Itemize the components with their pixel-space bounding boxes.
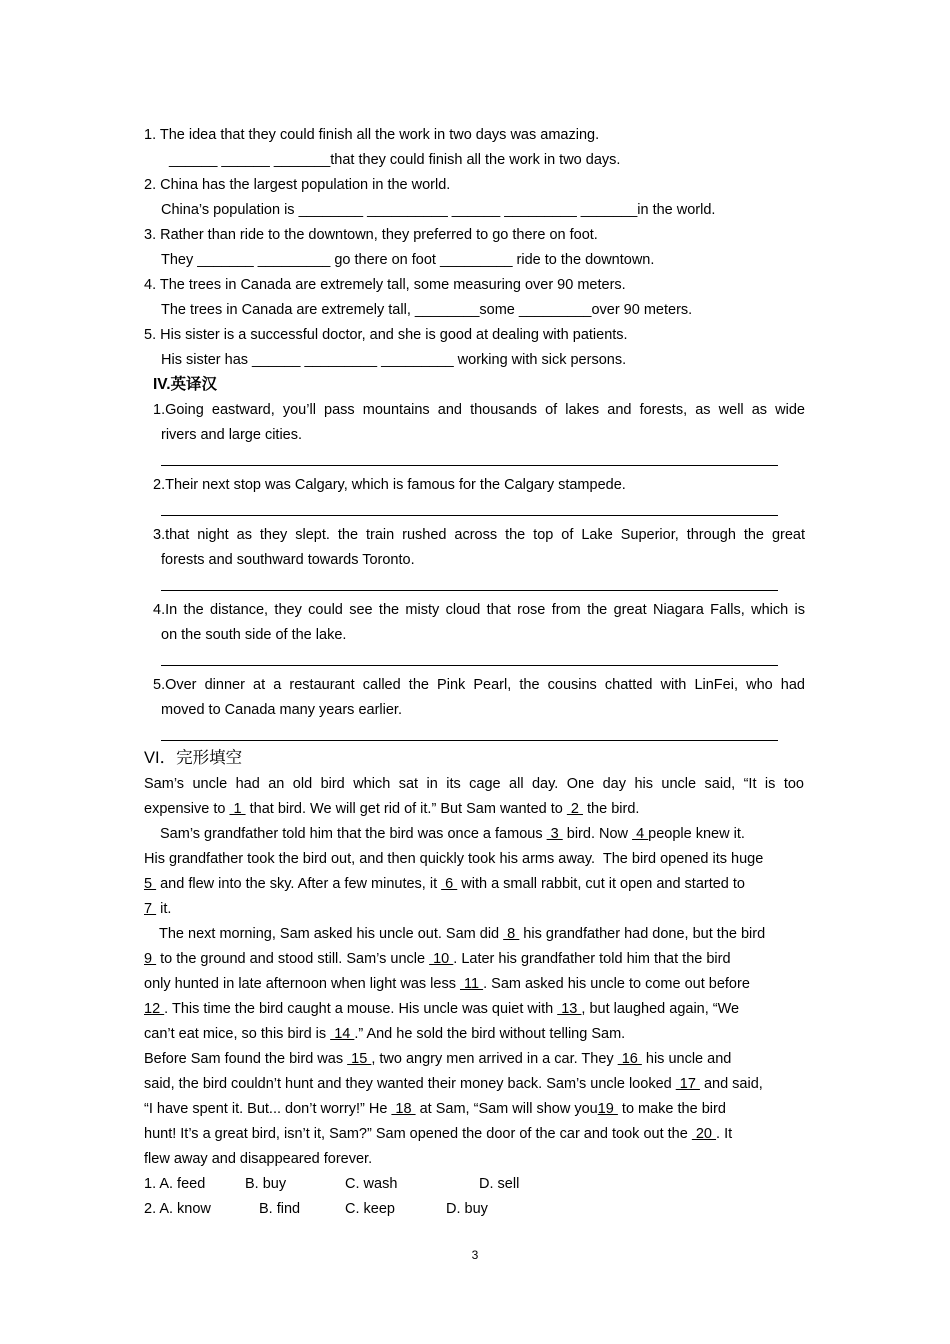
s4-item-4-line2: on the south side of the lake.: [161, 627, 347, 643]
option-2-b: B. find: [259, 1201, 301, 1217]
blank-5: 5: [144, 876, 157, 892]
cloze-line-10: 12 . This time the bird caught a mouse. His uncle was quiet with 13 , but laughed again, “We: [144, 1001, 740, 1017]
s3-orig-3: 3. Rather than ride to the downtown, they preferred to go there on foot.: [144, 227, 598, 243]
s4-item-1-line2: rivers and large cities.: [161, 427, 303, 443]
cloze-line-11: can’t eat mice, so this bird is 14 .” And he sold the bird without telling Sam.: [144, 1026, 626, 1042]
blank-20: 20: [691, 1126, 717, 1142]
blank-1: 1: [229, 801, 246, 817]
cloze-line-9: only hunted in late afternoon when light was less 11 . Sam asked his uncle to come out before: [144, 976, 750, 992]
option-1-a: 1. A. feed: [144, 1176, 206, 1192]
blank-8: 8: [503, 926, 520, 942]
option-2-a: 2. A. know: [144, 1201, 211, 1217]
cloze-line-13: said, the bird couldn’t hunt and they wanted their money back. Sam’s uncle looked 17 and said,: [144, 1076, 763, 1092]
cloze-line-4: His grandfather took the bird out, and then quickly took his arms away. The bird opened its huge: [144, 851, 764, 867]
cloze-line-1: Sam’s uncle had an old bird which sat in its cage all day. One day his uncle said, “It is too: [144, 776, 804, 792]
s3-orig-4: 4. The trees in Canada are extremely tall, some measuring over 90 meters.: [144, 277, 626, 293]
s3-rewrite-5: His sister has ______ _________ _________ working with sick persons.: [161, 352, 627, 368]
blank-18: 18: [391, 1101, 416, 1117]
blank-3: 3: [546, 826, 563, 842]
section4-heading: IV.英译汉: [153, 376, 218, 393]
blank-4: 4: [632, 826, 649, 842]
s4-item-5-line2: moved to Canada many years earlier.: [161, 702, 402, 718]
option-1-d: D. sell: [479, 1176, 520, 1192]
cloze-line-12: Before Sam found the bird was 15 , two angry men arrived in a car. They 16 his uncle and: [144, 1051, 732, 1067]
option-2-d: D. buy: [446, 1201, 488, 1217]
s4-item-1-line1: 1.Going eastward, you’ll pass mountains and thousands of lakes and forests, as well as wide: [153, 402, 805, 418]
option-1-c: C. wash: [345, 1176, 398, 1192]
blank-14: 14: [330, 1026, 355, 1042]
s3-orig-5: 5. His sister is a successful doctor, and she is good at dealing with patients.: [144, 327, 628, 343]
s3-rewrite-4: The trees in Canada are extremely tall, ________some _________over 90 meters.: [161, 302, 693, 318]
s3-orig-1: 1. The idea that they could finish all the work in two days was amazing.: [144, 127, 600, 143]
cloze-line-15: hunt! It’s a great bird, isn’t it, Sam?” Sam opened the door of the car and took out the 20 . It: [144, 1126, 733, 1142]
blank-12: 12: [144, 1001, 165, 1017]
cloze-line-14: “I have spent it. But... don’t worry!” He 18 at Sam, “Sam will show you19 to make the bird: [144, 1101, 726, 1117]
blank-6: 6: [441, 876, 458, 892]
blank-17: 17: [675, 1076, 700, 1092]
s4-item-5-line1: 5.Over dinner at a restaurant called the Pink Pearl, the cousins chatted with LinFei, who had: [153, 677, 805, 693]
answer-line-3: [161, 590, 778, 591]
s3-orig-2: 2. China has the largest population in the world.: [144, 177, 451, 193]
blank-11: 11: [459, 976, 484, 992]
blank-15: 15: [347, 1051, 372, 1067]
cloze-line-5: 5 and flew into the sky. After a few minutes, it 6 with a small rabbit, cut it open and started to: [144, 876, 745, 892]
blank-7: 7: [144, 901, 157, 917]
section6-heading: VI．完形填空: [144, 749, 243, 767]
cloze-line-7: The next morning, Sam asked his uncle out. Sam did 8 his grandfather had done, but the bird: [159, 926, 766, 942]
cloze-line-3: Sam’s grandfather told him that the bird was once a famous 3 bird. Now 4 people knew it.: [160, 826, 745, 842]
s4-item-3-line1: 3.that night as they slept. the train rushed across the top of Lake Superior, through the great: [153, 527, 805, 543]
cloze-line-16: flew away and disappeared forever.: [144, 1151, 373, 1167]
blank-13: 13: [557, 1001, 582, 1017]
blank-16: 16: [617, 1051, 642, 1067]
s3-rewrite-1: ______ ______ _______that they could finish all the work in two days.: [169, 152, 621, 168]
blank-2: 2: [566, 801, 583, 817]
blank-9: 9: [144, 951, 157, 967]
option-1-b: B. buy: [245, 1176, 287, 1192]
s3-rewrite-2: China’s population is ________ __________ ______ _________ _______in the world.: [161, 202, 716, 218]
answer-line-5: [161, 740, 778, 741]
s4-item-3-line2: forests and southward towards Toronto.: [161, 552, 415, 568]
answer-line-2: [161, 515, 778, 516]
answer-line-4: [161, 665, 778, 666]
cloze-line-6: 7 it.: [144, 901, 172, 917]
blank-10: 10: [429, 951, 454, 967]
answer-line-1: [161, 465, 778, 466]
s3-rewrite-3: They _______ _________ go there on foot _________ ride to the downtown.: [161, 252, 655, 268]
s4-item-4-line1: 4.In the distance, they could see the misty cloud that rose from the great Niagara Falls, which is: [153, 602, 805, 618]
cloze-line-2: expensive to 1 that bird. We will get rid of it.” But Sam wanted to 2 the bird.: [144, 801, 640, 817]
blank-19: 19: [597, 1101, 618, 1117]
s4-item-2-line1: 2.Their next stop was Calgary, which is famous for the Calgary stampede.: [153, 477, 626, 493]
option-2-c: C. keep: [345, 1201, 395, 1217]
page-number: 3: [471, 1248, 479, 1262]
cloze-line-8: 9 to the ground and stood still. Sam’s uncle 10 . Later his grandfather told him that the bird: [144, 951, 731, 967]
